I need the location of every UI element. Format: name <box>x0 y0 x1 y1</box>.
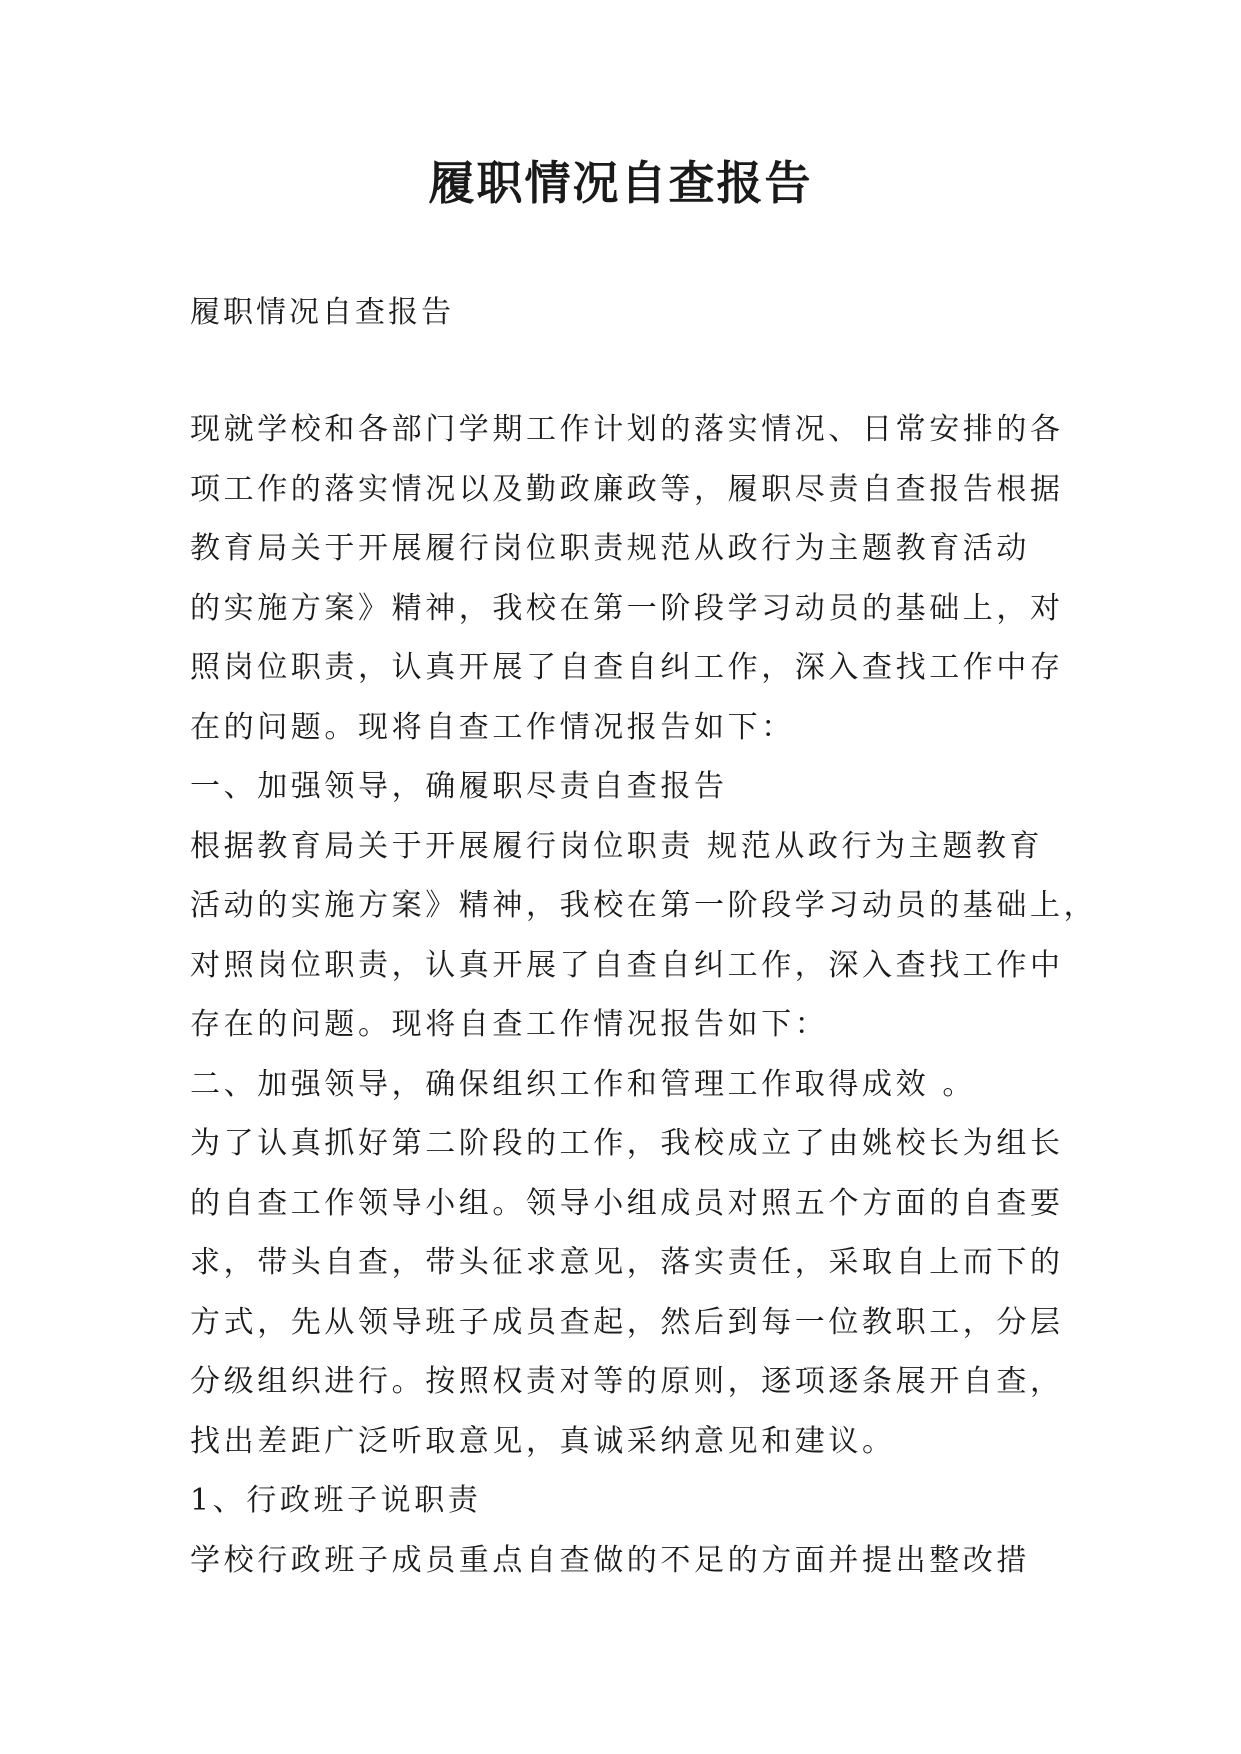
document-body <box>190 400 1098 1590</box>
body-line: 为了认真抓好第二阶段的工作，我校成立了由姚校长为组长 <box>190 1126 1064 1161</box>
section-heading-1: 一、加强领导，确履职尽责自查报告 <box>190 769 728 804</box>
body-line: 求，带头自查，带头征求意见，落实责任，采取自上而下的 <box>190 1245 1064 1280</box>
body-line: 分级组织进行。按照权责对等的原则，逐项逐条展开自查， <box>190 1364 1064 1399</box>
body-line: 存在的问题。现将自查工作情况报告如下： <box>190 1007 829 1042</box>
section-heading-2: 二、加强领导，确保组织工作和管理工作取得成效 。 <box>190 1066 976 1102</box>
body-line: 的自查工作领导小组。领导小组成员对照五个方面的自查要 <box>190 1185 1064 1221</box>
body-line: 照岗位职责，认真开展了自查自纠工作，深入查找工作中存 <box>190 650 1064 685</box>
body-line: 根据教育局关于开展履行岗位职责 规范从政行为主题教育 <box>190 828 1044 864</box>
body-line: 学校行政班子成员重点自查做的不足的方面并提出整改措 <box>190 1542 1030 1578</box>
subsection-heading-1: 1、行政班子说职责 <box>190 1483 482 1518</box>
document-title: 履职情况自查报告 <box>428 156 813 210</box>
body-line: 现就学校和各部门学期工作计划的落实情况、日常安排的各 <box>190 412 1064 447</box>
body-line: 活动的实施方案》精神，我校在第一阶段学习动员的基础上， <box>190 888 1098 923</box>
body-line: 在的问题。现将自查工作情况报告如下： <box>190 709 795 745</box>
document-subtitle: 履职情况自查报告 <box>190 295 454 330</box>
body-line: 教育局关于开展履行岗位职责规范从政行为主题教育活动 <box>190 531 1030 566</box>
body-line: 找出差距广泛听取意见，真诚采纳意见和建议。 <box>190 1423 896 1459</box>
body-line: 的实施方案》精神，我校在第一阶段学习动员的基础上，对 <box>190 590 1064 626</box>
body-line: 方式，先从领导班子成员查起，然后到每一位教职工，分层 <box>190 1304 1064 1340</box>
body-line: 对照岗位职责，认真开展了自查自纠工作，深入查找工作中 <box>190 947 1064 983</box>
body-line: 项工作的落实情况以及勤政廉政等，履职尽责自查报告根据 <box>190 471 1064 507</box>
